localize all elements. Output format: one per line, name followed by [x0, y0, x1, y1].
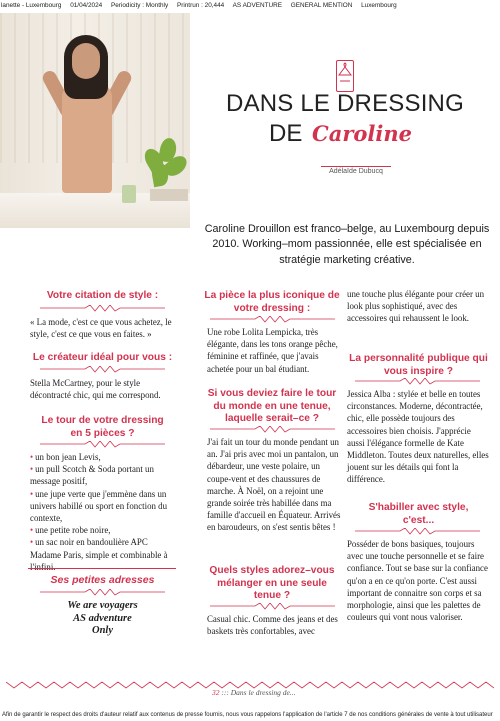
list-item: • une jupe verte que j'emmène dans un univers habillé ou sport en fonction du contexte, [30, 488, 168, 524]
photo-plant [142, 138, 186, 198]
header-source: lanette - Luxembourg [1, 2, 62, 9]
col2-q1-heading: La pièce la plus iconique de votre dressing : [204, 290, 340, 314]
hanger-emblem-icon [336, 60, 354, 92]
portrait-photo [0, 13, 190, 228]
page-folio [212, 688, 295, 697]
col3-q2-body: Posséder de bons basiques, toujours avec une touche personnelle et se faire confiance. Tout se base sur la confiance qu'on a en ce qu'on porte. C'est aussi important de connaitre son corps et sa morphologie, ainsi que les palettes de couleurs qui vont nous valoriser. [347, 539, 488, 623]
col3-continuation: une touche plus élégante pour créer un look plus sophistiqué, avec des accessoires qui rehaussent le look. [347, 289, 485, 324]
adresse-item: Only [92, 625, 113, 636]
col1-q2-heading: Le créateur idéal pour vous : [32, 352, 173, 363]
list-item: • une petite robe noire, [30, 525, 111, 536]
list-item: • un sac noir en bandoulière APC Madame Paris, simple et combinable à l'infini. [30, 537, 168, 572]
col2-q2-heading: Si vous deviez faire le tour du monde en une tenue, laquelle serait–ce ? [207, 388, 337, 424]
zigzag-divider-icon [210, 426, 335, 433]
header-advertiser: AS ADVENTURE [232, 2, 282, 9]
bullet-icon: • [30, 452, 34, 462]
list-item: • un pull Scotch & Soda portant un message positif, [30, 464, 154, 487]
adresse-item: We are voyagers [67, 600, 138, 611]
zigzag-divider-icon [40, 589, 165, 596]
zigzag-divider-icon [40, 305, 165, 312]
col2-q3-body: Casual chic. Comme des jeans et des baskets très confortables, avec [207, 614, 338, 637]
zigzag-divider-icon [355, 378, 480, 385]
header-date: 01/04/2024 [70, 2, 103, 9]
zigzag-divider-icon [40, 441, 165, 448]
adresses-list [30, 600, 175, 638]
photo-face [72, 43, 100, 79]
col1-q2-body: Stella McCartney, pour le style décontracté chic, qui me correspond. [30, 378, 161, 401]
adresses-rule [28, 568, 176, 569]
col3-q2-heading: S'habiller avec style, c'est... [368, 502, 469, 526]
bullet-icon: • [30, 525, 34, 536]
header-country: Luxembourg [361, 2, 397, 9]
clipping-header [0, 0, 500, 11]
header-printrun: Printrun : 20,444 [176, 2, 225, 9]
article-title-line1: DANS LE DRESSING [226, 90, 464, 117]
bullet-icon: • [30, 464, 34, 475]
list-item: • un bon jean Levis, [30, 452, 101, 462]
photo-candle [122, 185, 136, 203]
col2-q1-body: Une robe Lolita Lempicka, très élégante, dans les tons orange pêche, féminine et raffinée, que j'avais achetée pour un bal étudiant. [207, 327, 338, 374]
col1-q1-body: « La mode, c'est ce que vous achetez, le style, c'est ce que vous en faites. » [30, 317, 172, 340]
legal-notice: Afin de garantir le respect des droits d'auteur relatif aux contenus de presse fournis, nous vous rappelons l'application de l'article 7 de nos conditions générales de vente à tout utilisateur [2, 712, 493, 718]
bullet-icon: • [30, 537, 34, 548]
folio-text: ::: Dans le dressing de... [219, 688, 296, 697]
bullet-icon: • [30, 488, 34, 499]
zigzag-divider-icon [210, 603, 335, 610]
page-number: 32 [212, 688, 220, 697]
col2-q2-body: J'ai fait un tour du monde pendant un an. J'ai pris avec moi un pantalon, un débardeur, une veste polaire, un coupe-vent et des chaussures de marche. À Noël, on a rejoint une grande soirée très habillée dans ma famille d'accueil en Équateur. Arrivés en baroudeurs, on s'est sentis bêtes ! [207, 437, 341, 533]
col1-q1-heading: Votre citation de style : [46, 290, 159, 301]
col1-q3-heading: Le tour de votre dressing en 5 pièces ? [41, 415, 164, 439]
article-title-prefix: DE [269, 120, 303, 147]
byline: Adélaïde Dubucq [321, 166, 391, 175]
adresse-item: AS adventure [73, 612, 132, 624]
article-title-name: Caroline [312, 121, 412, 146]
col1-q3-list [30, 451, 178, 573]
article-intro: Caroline Drouillon est franco–belge, au Luxembourg depuis 2010. Working–mom passionnée, elle est spécialisée en stratégie marketing créative. [204, 223, 490, 266]
col3-q1-body: Jessica Alba : stylée et belle en toutes circonstances. Moderne, décontractée, chic, elle possède toujours des accessoires bien choisis. J'apprécie aussi l'élégance formelle de Kate Middleton. Toutes deux naturelles, elles jouent sur les détails qui font la différence. [347, 389, 489, 485]
photo-torso [62, 83, 112, 193]
zigzag-divider-icon [40, 366, 165, 373]
header-mention: GENERAL MENTION [290, 2, 353, 9]
col2-q3-heading: Quels styles adorez–vous mélanger en une seule tenue ? [209, 565, 335, 601]
adresses-heading: Ses petites adresses [50, 574, 155, 586]
zigzag-divider-icon [210, 316, 335, 323]
col3-q1-heading: La personnalité publique qui vous inspire ? [349, 353, 488, 377]
zigzag-divider-icon [355, 528, 480, 535]
header-periodicity: Periodicity : Monthly [110, 2, 169, 9]
